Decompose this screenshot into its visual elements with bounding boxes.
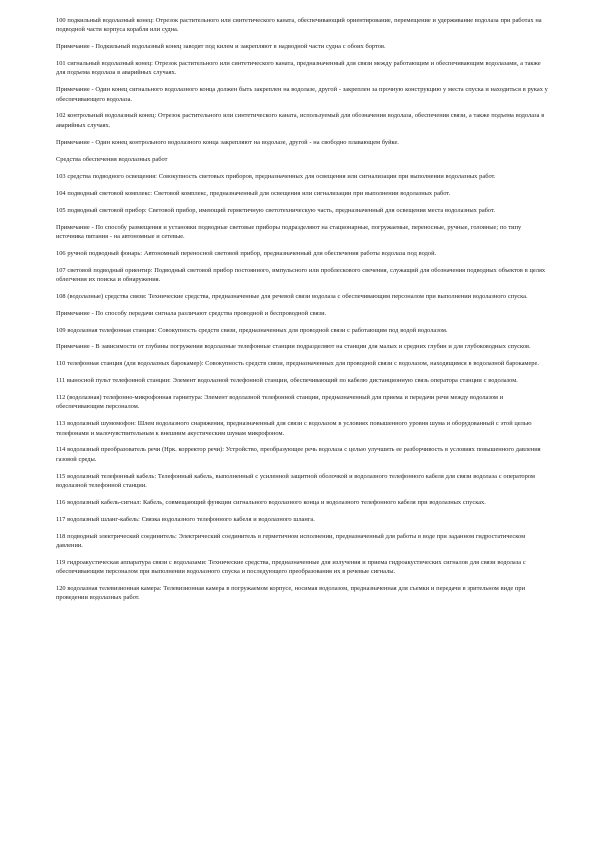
note-paragraph: Примечание - Один конец контрольного водолазного конца закрепляют на водолазе, другой - на свободно плавающем буйке. (56, 138, 399, 146)
term-definition: 112 (водолазная) телефонно-микрофонная гарнитура: Элемент водолазной телефонной станции, предназначенный для приема и передачи речи между водолазом и обеспечивающим персоналом. (56, 394, 504, 411)
note-paragraph: Примечание - По способу размещения и установки подводные световые приборы подразделяют на стационарные, погружаемые, переносные, ручные, головные; по типу источника питания - на автономные и сетевые. (56, 223, 522, 240)
term-definition: 116 водолазный кабель-сигнал: Кабель, совмещающий функции сигнального водолазного конца и водолазного телефонного кабеля при водолазных спусках. (56, 498, 486, 506)
note-paragraph: Примечание - Один конец сигнального водолазного конца должен быть закреплен на водолазе, другой - закреплен за прочную конструкцию у места спуска и находиться в руках у обеспечивающего водолаза. (56, 86, 548, 103)
term-definition: 111 выносной пульт телефонной станции: Элемент водолазной телефонной станции, обеспечивающий по кабелю дистанционную связь оператора станции с водолазом. (56, 377, 518, 385)
term-definition: 104 подводный световой комплекс: Световой комплекс, предназначенный для освещения или сигнализации при выполнении водолазных работ. (56, 189, 451, 197)
note-paragraph: Примечание - По способу передачи сигнала различают средства проводной и беспроводной связи. (56, 309, 327, 317)
term-definition: 118 подводный электрический соединитель: Электрический соединитель в герметичном исполнении, предназначенный для работы в воде при заданном гидростатическом давлении. (56, 532, 526, 549)
section-heading: Средства обеспечения водолазных работ (56, 155, 168, 163)
term-definition: 114 водолазный преобразователь речи (Нрк. корректор речи): Устройство, преобразующее речь водолаза с целью улучшить ее разборчивость в условиях повышенного давления газовой среды. (56, 446, 541, 463)
note-paragraph: Примечание - Подкильный водолазный конец заводят под килем и закрепляют в надводной части судна с обоих бортов. (56, 43, 386, 51)
term-definition: 107 световой подводный ориентир: Подводный световой прибор постоянного, импульсного или проблескового свечения, служащий для обозначения подводных объектов в целях облегчения их поиска и обнаружения. (56, 266, 546, 283)
term-definition: 102 контрольный водолазный конец: Отрезок растительного или синтетического каната, используемый для обозначения водолаза, обеспечения связи, а также подъема водолаза в аварийных случаях. (56, 112, 545, 129)
term-definition: 105 подводный световой прибор: Световой прибор, имеющий герметичную светотехническую часть, предназначенный для освещения места водолазных работ. (56, 206, 495, 214)
term-definition: 113 водолазный шумомофон: Шлем водолазного снаряжения, предназначенный для связи с водолазом в условиях повышенного уровня шума и оборудованный с этой целью телефонами и малочувствительным к внешним акустическим шумам микрофоном. (56, 420, 532, 437)
term-definition: 117 водолазный шланг-кабель: Связка водолазного телефонного кабеля и водолазного шланга. (56, 515, 315, 523)
term-definition: 120 водолазная телевизионная камера: Телевизионная камера в погружаемом корпусе, носимая водолазом, предназначенная для съемки и передачи в зрительном виде при проведении водолазных работ. (56, 585, 525, 602)
term-definition: 119 гидроакустическая аппаратура связи с водолазами: Технические средства, предназначенные для излучения и приема гидроакустических сигналов для связи водолаза с обеспечивающим персоналом при выполнении водолазного спуска и последующего преобразования их в речевые сигналы. (56, 558, 526, 576)
term-definition: 100 подкильный водолазный конец: Отрезок растительного или синтетического каната, обеспечивающий ориентирование, перемещение и удерживание водолаза при работах на подводной части корпуса корабля или судна. (56, 17, 542, 34)
term-definition: 115 водолазный телефонный кабель: Телефонный кабель, выполненный с усиленной защитной оболочкой и водолазного телефонного кабеля для связи водолаза с оператором водолазной телефонной станции. (56, 472, 535, 489)
term-definition: 101 сигнальный водолазный конец: Отрезок растительного или синтетического каната, предназначенный для связи между работающим и обеспечивающим водолазами, а также для подъема водолаза в аварийных случаях. (56, 60, 541, 77)
term-definition: 106 ручной подводный фонарь: Автономный переносной световой прибор, предназначенный для обеспечения работы водолаза под водой. (56, 249, 437, 257)
term-definition: 110 телефонная станция (для водолазных барокамер): Совокупность средств связи, предназначенных для проводной связи с водолазом, находящимся в водолазной барокамере. (56, 360, 539, 368)
term-definition: 103 средства подводного освещения: Совокупность световых приборов, предназначенных для освещения или сигнализации при выполнении водолазных работ. (56, 172, 496, 180)
document-page (56, 16, 550, 610)
term-definition: 108 (водолазные) средства связи: Технические средства, предназначенные для речевой связи водолаза с обеспечивающим персоналом при выполнении водолазного спуска. (56, 292, 528, 300)
term-definition: 109 водолазная телефонная станция: Совокупность средств связи, предназначенных для проводной связи с работающим под водой водолазом. (56, 326, 448, 334)
note-paragraph: Примечание - В зависимости от глубины погружения водолазные телефонные станции подразделяют на станции для малых и средних глубин и для глубоководных спусков. (56, 343, 531, 351)
